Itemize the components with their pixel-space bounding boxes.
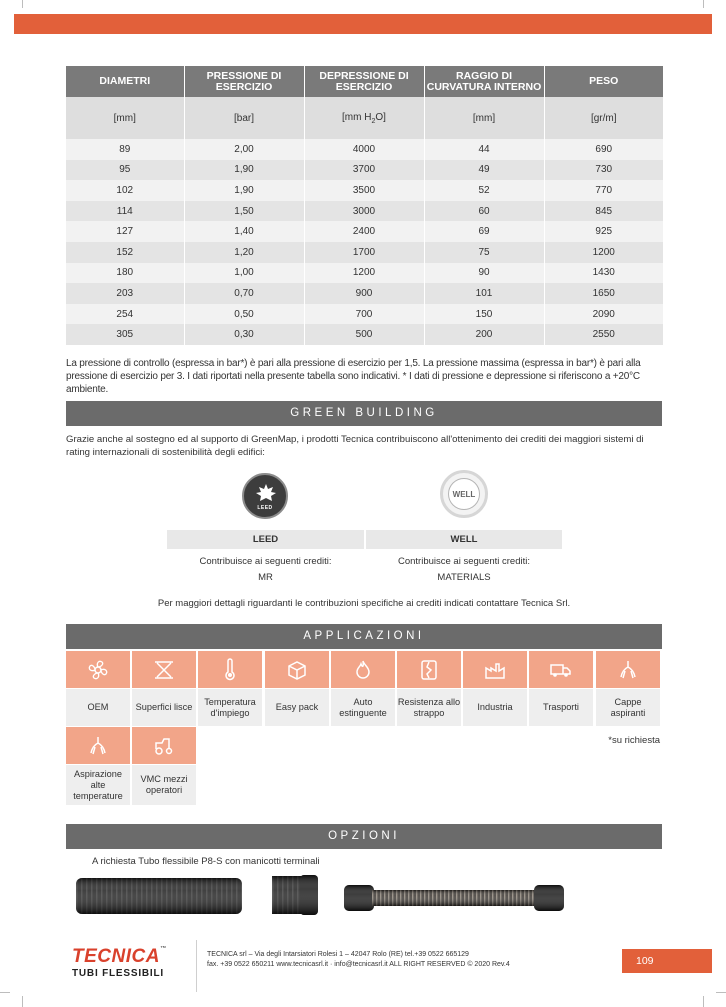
table-cell: 0,70 <box>184 283 304 304</box>
table-row <box>66 201 663 222</box>
su-richiesta-note: *su richiesta <box>608 735 660 746</box>
table-cell: 90 <box>424 263 544 284</box>
opzioni-title: OPZIONI <box>66 824 662 849</box>
table-cell: 1200 <box>544 242 663 263</box>
table-row <box>66 160 663 181</box>
leaf-icon <box>255 483 277 503</box>
table-row <box>66 263 663 284</box>
crop-mark <box>22 996 23 1007</box>
application-icon-cell <box>529 651 593 688</box>
table-row <box>66 304 663 325</box>
table-cell: 2,00 <box>184 139 304 160</box>
leed-logo-icon <box>242 473 288 519</box>
cert-leed-credits: MR <box>258 572 273 583</box>
table-cell: 3700 <box>304 160 424 181</box>
table-cell: 49 <box>424 160 544 181</box>
green-building-title: GREEN BUILDING <box>66 401 662 426</box>
application-icon-cell <box>66 727 130 764</box>
application-label: Cappe aspiranti <box>596 689 660 726</box>
table-cell: 1,00 <box>184 263 304 284</box>
application-label: Superfici lisce <box>132 689 196 726</box>
tecnica-logo: TECNICA™ TUBI FLESSIBILI <box>72 946 167 979</box>
unit-cell: [mm $H_2O$] <box>304 97 424 139</box>
table-cell: 690 <box>544 139 663 160</box>
unit-cell: [gr/m] <box>544 97 663 139</box>
table-cell: 127 <box>66 221 184 242</box>
table-cell: 180 <box>66 263 184 284</box>
table-cell: 152 <box>66 242 184 263</box>
table-cell: 101 <box>424 283 544 304</box>
cert-well-heading: WELL <box>366 530 562 549</box>
table-cell: 69 <box>424 221 544 242</box>
crop-mark <box>22 0 23 8</box>
top-accent-bar <box>14 14 712 34</box>
header-peso: PESO <box>544 66 663 97</box>
unit-cell: [mm] <box>424 97 544 139</box>
application-icon-cell <box>265 651 329 688</box>
header-raggio: RAGGIO DI CURVATURA INTERNO <box>424 66 544 97</box>
application-label: Aspirazione alte temperature <box>66 765 130 805</box>
smooth-surface-icon <box>152 658 176 682</box>
table-cell: 305 <box>66 324 184 345</box>
table-cell: 845 <box>544 201 663 222</box>
table-cell: 114 <box>66 201 184 222</box>
header-depressione: DEPRESSIONE DI ESERCIZIO <box>304 66 424 97</box>
table-cell: 2090 <box>544 304 663 325</box>
hose-image-2 <box>272 874 318 916</box>
table-cell: 200 <box>424 324 544 345</box>
box-icon <box>285 658 309 682</box>
well-badge-text: WELL <box>448 478 480 510</box>
cert-leed-heading: LEED <box>167 530 364 549</box>
table-cell: 203 <box>66 283 184 304</box>
green-building-intro: Grazie anche al sostegno ed al supporto di GreenMap, i prodotti Tecnica contribuiscono all'ottenimento dei crediti dei maggiori sistemi di rating internazionali di sostenibilità degli edifici: <box>66 434 644 458</box>
application-label: OEM <box>66 689 130 726</box>
table-cell: 89 <box>66 139 184 160</box>
table-cell: 95 <box>66 160 184 181</box>
application-icon-cell <box>596 651 660 688</box>
table-cell: 52 <box>424 180 544 201</box>
crop-mark <box>0 992 10 993</box>
tear-resistance-icon <box>417 658 441 682</box>
hood-icon <box>616 658 640 682</box>
table-cell: 1,90 <box>184 180 304 201</box>
logo-brand: TECNICA <box>72 946 160 967</box>
hot-air-icon <box>86 734 110 758</box>
tractor-icon <box>152 734 176 758</box>
application-label: Industria <box>463 689 527 726</box>
table-cell: 75 <box>424 242 544 263</box>
pressure-note: La pressione di controllo (espressa in bar*) è pari alla pressione di esercizio per 1,5. La pressione massima (espressa in bar*) è pari alla pressione di esercizio per 3. I dati riportati nella presente tabella sono indicativi. * I dati di pressione e depressione si riferiscono a +20°C ambiente. <box>66 358 641 395</box>
thermometer-icon <box>218 658 242 682</box>
table-cell: 1650 <box>544 283 663 304</box>
specs-table <box>66 66 663 345</box>
flame-icon <box>351 658 375 682</box>
truck-icon <box>549 658 573 682</box>
table-cell: 1,50 <box>184 201 304 222</box>
application-icon-cell <box>66 651 130 688</box>
table-row <box>66 324 663 345</box>
table-cell: 2550 <box>544 324 663 345</box>
table-cell: 1430 <box>544 263 663 284</box>
factory-icon <box>483 658 507 682</box>
table-cell: 500 <box>304 324 424 345</box>
application-label: Trasporti <box>529 689 593 726</box>
table-cell: 925 <box>544 221 663 242</box>
table-row <box>66 139 663 160</box>
table-cell: 770 <box>544 180 663 201</box>
fan-icon <box>86 658 110 682</box>
table-cell: 102 <box>66 180 184 201</box>
table-cell: 700 <box>304 304 424 325</box>
footer-contact <box>207 950 510 970</box>
table-cell: 730 <box>544 160 663 181</box>
unit-cell: [mm] <box>66 97 184 139</box>
application-icon-cell <box>397 651 461 688</box>
table-row <box>66 221 663 242</box>
applicazioni-title: APPLICAZIONI <box>66 624 662 649</box>
application-icon-cell <box>198 651 262 688</box>
table-cell: 0,30 <box>184 324 304 345</box>
table-cell: 60 <box>424 201 544 222</box>
application-label: Easy pack <box>265 689 329 726</box>
application-label: Resistenza allo strappo <box>397 689 461 726</box>
page-number: 109 <box>622 949 712 973</box>
table-cell: 1,90 <box>184 160 304 181</box>
specs-header-row <box>66 66 663 97</box>
table-row <box>66 283 663 304</box>
table-cell: 1200 <box>304 263 424 284</box>
application-label: VMC mezzi operatori <box>132 765 196 805</box>
table-row <box>66 242 663 263</box>
leed-badge-text: LEED <box>257 505 273 511</box>
table-cell: 44 <box>424 139 544 160</box>
unit-cell: [bar] <box>184 97 304 139</box>
hose-image-1 <box>76 876 242 916</box>
footer-divider <box>196 940 197 992</box>
table-cell: 1700 <box>304 242 424 263</box>
table-cell: 900 <box>304 283 424 304</box>
crop-mark <box>703 0 704 8</box>
application-icon-cell <box>132 651 196 688</box>
units-row <box>66 97 663 139</box>
header-pressione: PRESSIONE DI ESERCIZIO <box>184 66 304 97</box>
hose-image-3 <box>344 881 564 915</box>
cert-well-credits: MATERIALS <box>437 572 491 583</box>
application-label: Temperatura d'impiego <box>198 689 262 726</box>
table-cell: 3000 <box>304 201 424 222</box>
logo-subtitle: TUBI FLESSIBILI <box>72 968 164 979</box>
application-icon-cell <box>331 651 395 688</box>
footer-line-2: fax. +39 0522 650211 www.tecnicasrl.it · info@tecnicasrl.it ALL RIGHT RESERVED © 2020 Rev.4 <box>207 961 510 968</box>
crop-mark <box>703 996 704 1007</box>
table-cell: 4000 <box>304 139 424 160</box>
well-logo-icon <box>440 470 488 518</box>
application-icon-cell <box>463 651 527 688</box>
green-building-contact-note: Per maggiori dettagli riguardanti le contribuzioni specifiche ai crediti indicati contattare Tecnica Srl. <box>157 598 571 609</box>
footer-line-1: TECNICA srl – Via degli Intarsiatori Rolesi 1 – 42047 Rolo (RE) tel.+39 0522 665129 <box>207 951 469 958</box>
application-label: Auto estinguente <box>331 689 395 726</box>
table-cell: 1,40 <box>184 221 304 242</box>
table-cell: 1,20 <box>184 242 304 263</box>
table-row <box>66 180 663 201</box>
table-cell: 3500 <box>304 180 424 201</box>
crop-mark <box>716 992 726 993</box>
cert-well-credits-label: Contribuisce ai seguenti crediti: <box>397 556 530 567</box>
table-cell: 0,50 <box>184 304 304 325</box>
cert-leed-credits-label: Contribuisce ai seguenti crediti: <box>199 556 332 567</box>
header-diametri: DIAMETRI <box>66 66 184 97</box>
table-cell: 2400 <box>304 221 424 242</box>
table-cell: 254 <box>66 304 184 325</box>
table-cell: 150 <box>424 304 544 325</box>
application-icon-cell <box>132 727 196 764</box>
opzioni-text: A richiesta Tubo flessibile P8-S con manicotti terminali <box>92 856 320 867</box>
